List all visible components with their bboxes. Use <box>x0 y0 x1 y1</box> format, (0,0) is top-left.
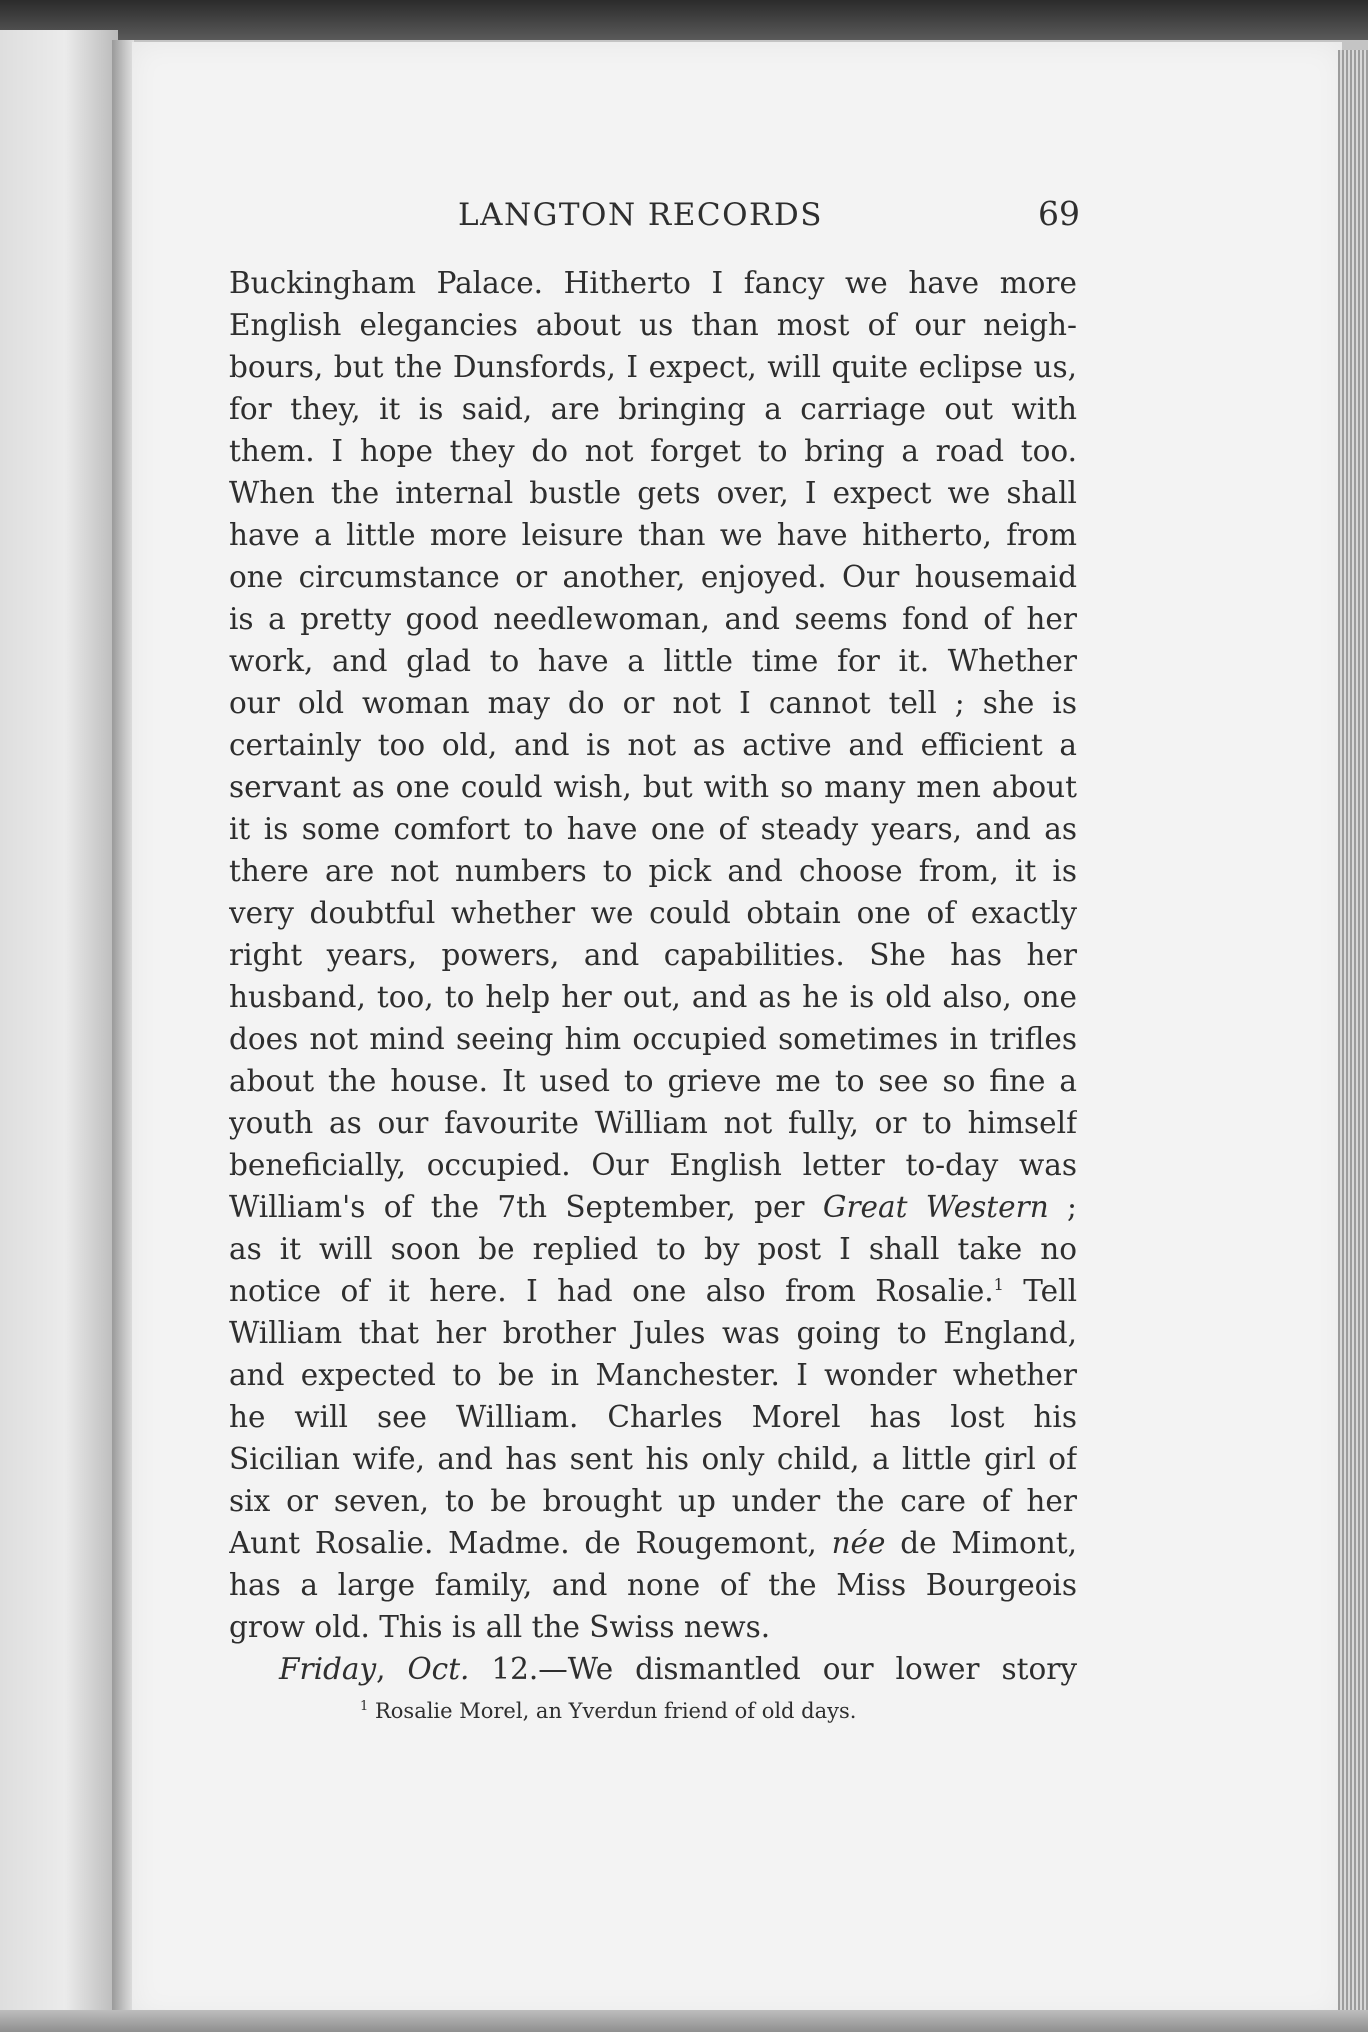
text-line: Buckingham Palace. Hitherto I fancy we have more <box>229 266 1077 300</box>
text-line: servant as one could wish, but with so many men about <box>229 770 1077 804</box>
text-line: beneficially, occupied. Our English letter to-day was <box>229 1148 1077 1182</box>
text-line-great-western <box>229 1186 1077 1228</box>
text-line: bours, but the Dunsfords, I expect, will quite eclipse us, <box>229 350 1077 384</box>
text-line: William that her brother Jules was going to England, <box>229 1316 1077 1350</box>
facing-page-edge <box>0 30 118 2015</box>
running-head <box>230 194 1080 244</box>
book-gutter <box>112 40 134 2010</box>
ship-name-italic: Great Western <box>822 1190 1049 1224</box>
text-segment: , <box>376 1652 408 1686</box>
footnote <box>360 1696 980 1726</box>
text-line: them. I hope they do not forget to bring a road too. <box>229 434 1077 468</box>
text-segment: notice of it here. I had one also from Rosalie. <box>229 1274 994 1308</box>
paragraph-end-line: grow old. This is all the Swiss news. <box>229 1610 771 1644</box>
text-line: youth as our favourite William not fully, or to himself <box>229 1106 1077 1140</box>
text-line: does not mind seeing him occupied sometimes in trifles <box>229 1022 1077 1056</box>
page-number: 69 <box>1038 194 1080 233</box>
text-line-friday <box>229 1648 1077 1690</box>
running-head-title: LANGTON RECORDS <box>458 197 823 233</box>
text-segment: Tell <box>1003 1274 1077 1308</box>
text-line-nee <box>229 1522 1077 1564</box>
text-segment: Aunt Rosalie. Madme. de Rougemont, <box>229 1526 832 1560</box>
scanner-bottom <box>0 2010 1368 2032</box>
text-segment: de Mimont, <box>885 1526 1077 1560</box>
scanner-background <box>0 0 1368 40</box>
text-segment: 12.—We dismantled our lower story <box>469 1652 1077 1686</box>
text-line: our old woman may do or not I cannot tell ; she is <box>229 686 1077 720</box>
text-line: work, and glad to have a little time for it. Whether <box>229 644 1077 678</box>
text-line: for they, it is said, are bringing a carriage out with <box>229 392 1077 426</box>
footnote-text: Rosalie Morel, an Yverdun friend of old days. <box>368 1699 857 1723</box>
text-line: six or seven, to be brought up under the care of her <box>229 1484 1077 1518</box>
page-stack-edge <box>1338 50 1368 2025</box>
text-line: When the internal bustle gets over, I expect we shall <box>229 476 1077 510</box>
text-line: there are not numbers to pick and choose from, it is <box>229 854 1077 888</box>
body-text <box>229 262 1077 1690</box>
nee-italic: née <box>831 1526 886 1560</box>
text-segment: ; <box>1048 1190 1077 1224</box>
text-line: it is some comfort to have one of steady years, and as <box>229 812 1077 846</box>
text-line: English elegancies about us than most of our neigh- <box>229 308 1077 342</box>
footnote-reference: 1 <box>993 1275 1004 1295</box>
text-line: has a large family, and none of the Miss Bourgeois <box>229 1568 1077 1602</box>
footnote-mark: 1 <box>360 1699 369 1714</box>
text-line: he will see William. Charles Morel has lost his <box>229 1400 1077 1434</box>
text-line: husband, too, to help her out, and as he is old also, one <box>229 980 1077 1014</box>
month-italic: Oct. <box>407 1652 470 1686</box>
text-line: right years, powers, and capabilities. She has her <box>229 938 1077 972</box>
text-line: very doubtful whether we could obtain one of exactly <box>229 896 1077 930</box>
text-line-rosalie <box>229 1270 1077 1312</box>
text-line: one circumstance or another, enjoyed. Our housemaid <box>229 560 1077 594</box>
text-line: Sicilian wife, and has sent his only child, a little girl of <box>229 1442 1077 1476</box>
day-italic: Friday <box>279 1652 377 1686</box>
text-segment: William's of the 7th September, per <box>229 1190 823 1224</box>
text-line: and expected to be in Manchester. I wonder whether <box>229 1358 1077 1392</box>
text-line: have a little more leisure than we have hitherto, from <box>229 518 1077 552</box>
text-line: is a pretty good needlewoman, and seems fond of her <box>229 602 1077 636</box>
text-line: as it will soon be replied to by post I shall take no <box>229 1232 1077 1266</box>
text-line: about the house. It used to grieve me to see so fine a <box>229 1064 1077 1098</box>
text-line: certainly too old, and is not as active and efficient a <box>229 728 1077 762</box>
